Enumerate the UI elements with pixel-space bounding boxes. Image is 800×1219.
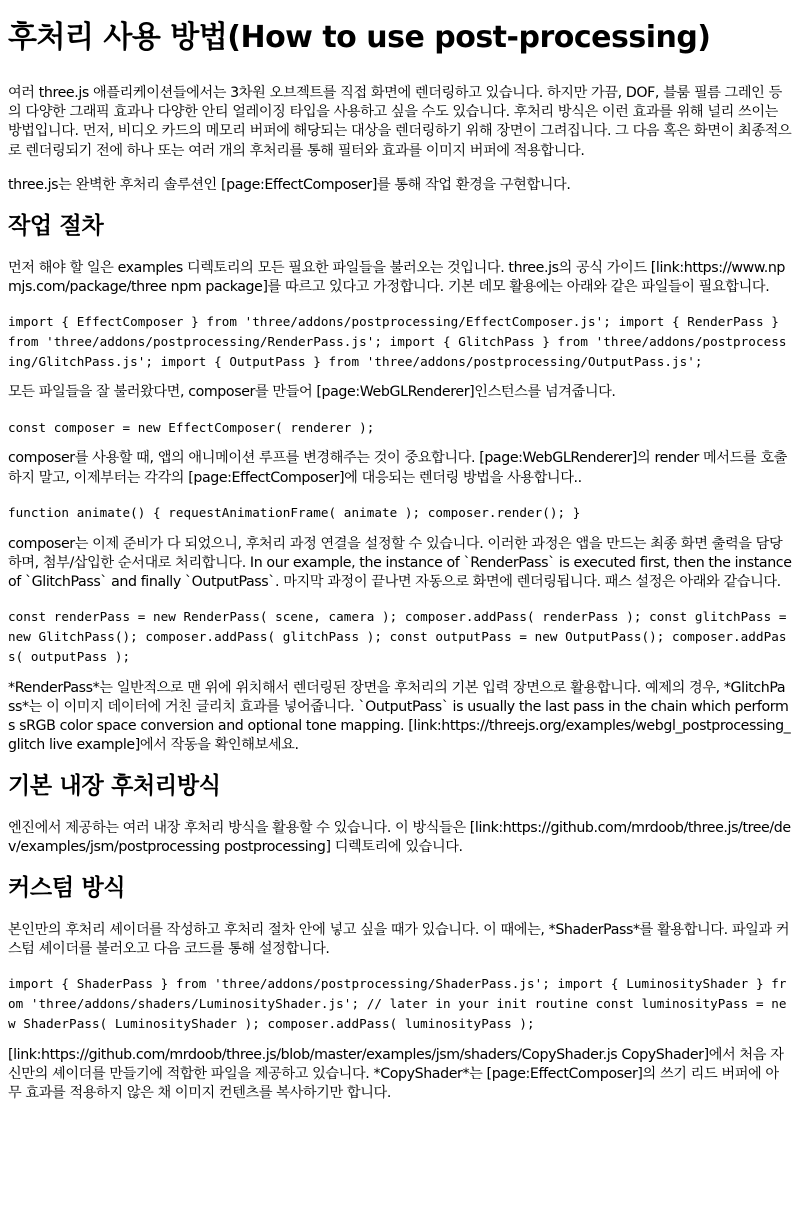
builtin-paragraph-1: 엔진에서 제공하는 여러 내장 후처리 방식을 활용할 수 있습니다. 이 방식들은 [link:https://github.com/mrdoob/three.js/tree/dev/examples/jsm/postprocessing postprocessing] 디렉토리에 있습니다. xyxy=(8,820,791,856)
code-block-imports: import { EffectComposer } from 'three/addons/postprocessing/EffectComposer.js'; import { RenderPass } from 'three/addons/postprocessing/RenderPass.js'; import { GlitchPass } from 'three/addons/postprocessing/GlitchPass.js'; import { OutputPass } from 'three/addons/postprocessing/OutputPass.js'; xyxy=(8,314,787,369)
code-block-shaderpass: import { ShaderPass } from 'three/addons/postprocessing/ShaderPass.js'; import { LuminosityShader } from 'three/addons/shaders/LuminosityShader.js'; // later in your init routine const luminosityPass = new ShaderPass( LuminosityShader ); composer.addPass( luminosityPass ); xyxy=(8,976,787,1032)
custom-paragraph-2: [link:https://github.com/mrdoob/three.js/blob/master/examples/jsm/shaders/CopyShader.js CopyShader]에서 처음 자신만의 셰이더를 만들기에 적합한 파일을 제공하고 있습니다. *CopyShader*는 [page:EffectComposer]의 쓰기 리드 버퍼에 아무 효과를 적용하지 않은 채 이미지 컨텐츠를 복사하기만 합니다. xyxy=(8,1046,784,1102)
page-title: 후처리 사용 방법(How to use post-processing) xyxy=(8,20,711,55)
workflow-paragraph-2: 모든 파일들을 잘 불러왔다면, composer를 만들어 [page:WebGLRenderer]인스턴스를 넘겨줍니다. xyxy=(8,384,616,401)
custom-paragraph-1: 본인만의 후처리 셰이더를 작성하고 후처리 절차 안에 넣고 싶을 때가 있습니다. 이 때에는, *ShaderPass*를 활용합니다. 파일과 커스텀 셰이더를 불러오고 다음 코드를 통해 설정합니다. xyxy=(8,922,790,958)
custom-heading: 커스텀 방식 xyxy=(8,875,126,902)
code-block-composer: const composer = new EffectComposer( renderer ); xyxy=(8,419,375,435)
workflow-paragraph-1: 먼저 해야 할 일은 examples 디렉토리의 모든 필요한 파일들을 불러오는 것입니다. three.js의 공식 가이드 [link:https://www.npmjs.com/package/three npm package]를 따르고 있다고 가정합니다. 기본 데모 활용에는 아래와 같은 파일들이 필요합니다. xyxy=(8,259,786,295)
workflow-heading: 작업 절차 xyxy=(8,213,104,240)
intro-paragraph-1: 여러 three.js 애플리케이션들에서는 3차원 오브젝트를 직접 화면에 렌더링하고 있습니다. 하지만 가끔, DOF, 블룸 필름 그레인 등의 다양한 그래픽 효과나 다양한 안티 얼레이징 타입을 사용하고 싶을 수도 있습니다. 후처리 방식은 이런 효과를 위해 널리 쓰이는 방법입니다. 먼저, 비디오 카드의 메모리 버퍼에 해당되는 대상을 렌더링하기 위해 장면이 그려집니다. 그 다음 혹은 화면이 최종적으로 렌더링되기 전에 하나 또는 여러 개의 후처리를 통해 필터와 효과를 이미지 버퍼에 적용합니다. xyxy=(8,85,792,159)
intro-paragraph-2: three.js는 완벽한 후처리 솔루션인 [page:EffectComposer]를 통해 작업 환경을 구현합니다. xyxy=(8,176,571,193)
workflow-paragraph-4: composer는 이제 준비가 다 되었으니, 후처리 과정 연결을 설정할 수 있습니다. 이러한 과정은 앱을 만드는 최종 화면 출력을 담당하며, 첨부/삽입한 순서대로 처리합니다. In our example, the instance of `RenderPass` is executed first, then the instance of `GlitchPass` and finally `OutputPass`. 마지막 과정이 끝나면 자동으로 화면에 렌더링됩니다. 패스 설정은 아래와 같습니다. xyxy=(8,535,792,591)
workflow-paragraph-5: *RenderPass*는 일반적으로 맨 위에 위치해서 렌더링된 장면을 후처리의 기본 입력 장면으로 활용합니다. 예제의 경우, *GlitchPass*는 이 이미지 데이터에 거친 글리치 효과를 넣어줍니다. `OutputPass` is usually the last pass in the chain which performs sRGB color space conversion and optional tone mapping. [link:https://threejs.org/examples/webgl_postprocessing_glitch live example]에서 작동을 확인해보세요. xyxy=(8,679,791,754)
builtin-heading: 기본 내장 후처리방식 xyxy=(8,773,221,800)
code-block-passes: const renderPass = new RenderPass( scene, camera ); composer.addPass( renderPass ); const glitchPass = new GlitchPass(); composer.addPass( glitchPass ); const outputPass = new OutputPass(); composer.addPass( outputPass ); xyxy=(8,609,795,664)
code-block-animate: function animate() { requestAnimationFrame( animate ); composer.render(); } xyxy=(8,504,581,520)
workflow-paragraph-3: composer를 사용할 때, 앱의 애니메이션 루프를 변경해주는 것이 중요합니다. [page:WebGLRenderer]의 render 메서드를 호출하지 말고, 이제부터는 각각의 [page:EffectComposer]에 대응되는 렌더링 방법을 사용합니다.. xyxy=(8,450,787,486)
